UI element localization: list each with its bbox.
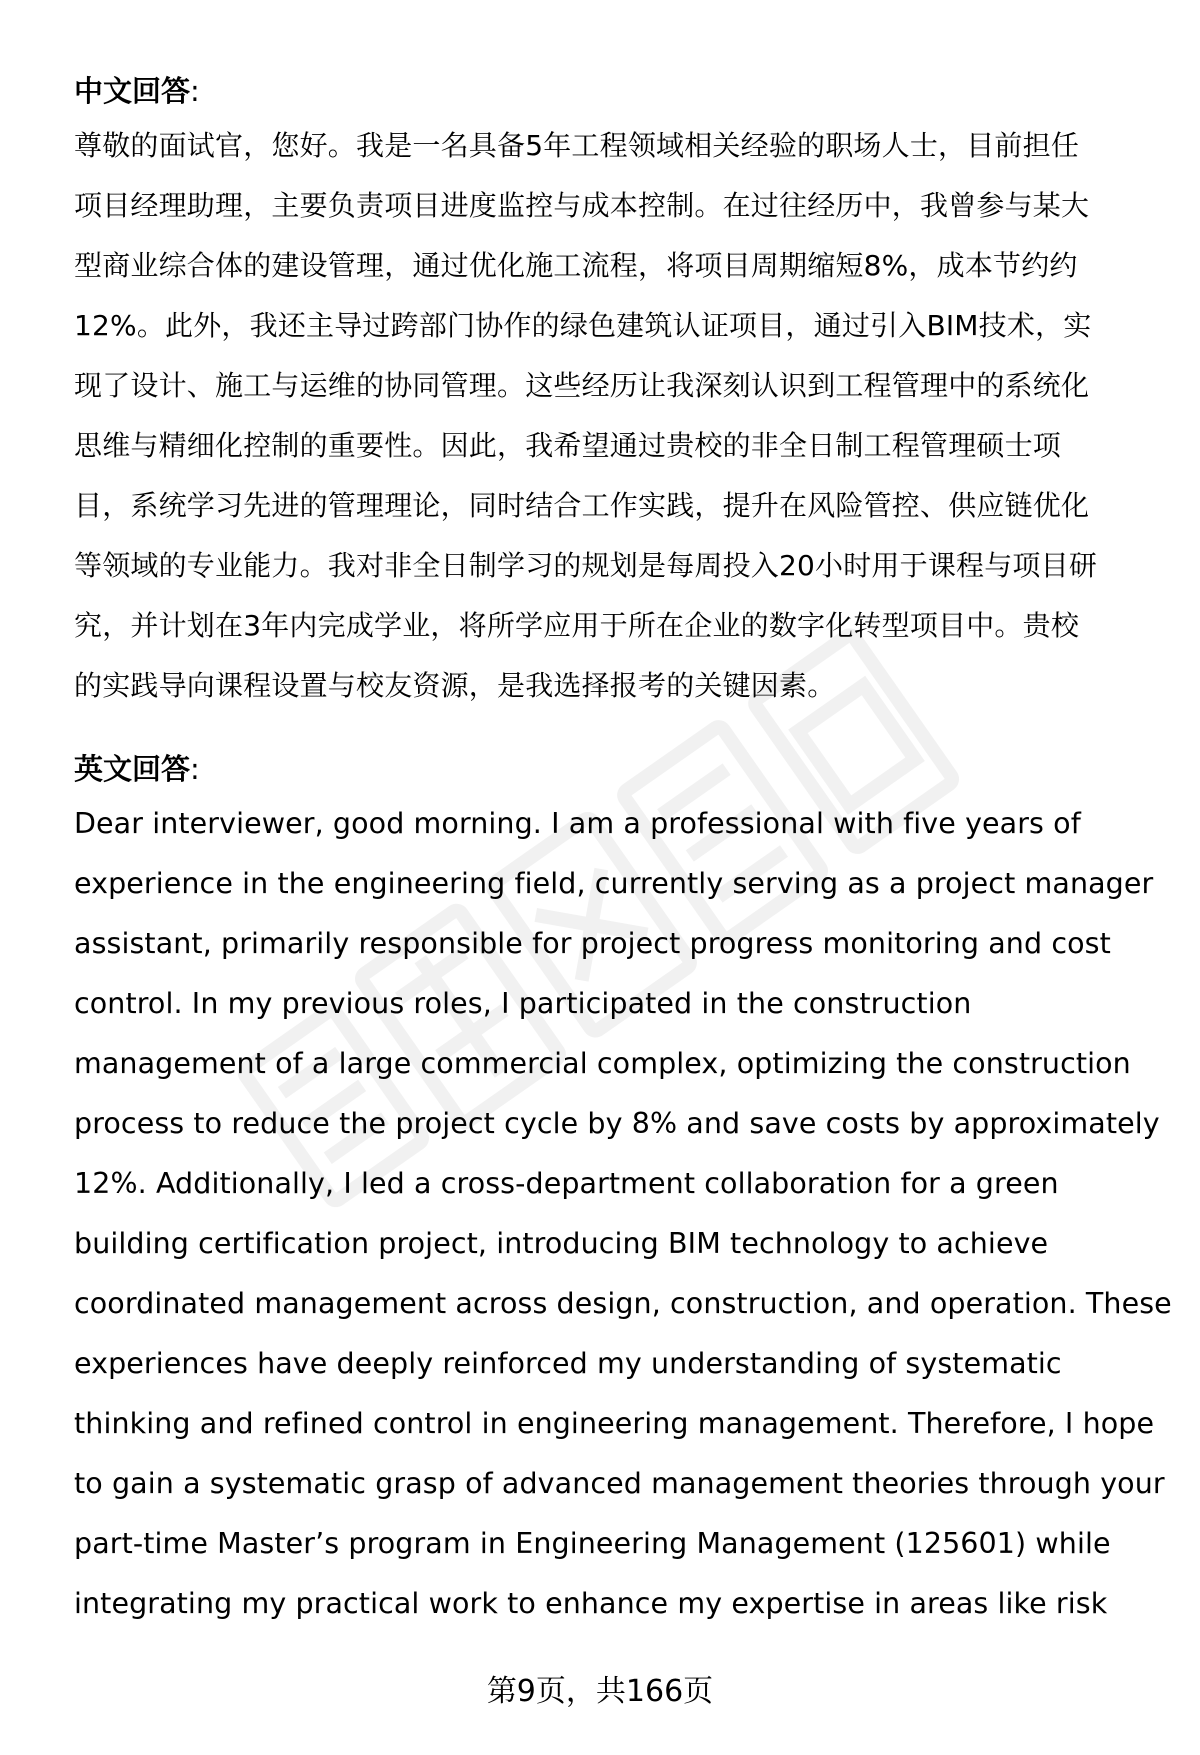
zh-answer-paragraph <box>74 116 1164 716</box>
zh-answer-line: 究，并计划在3年内完成学业，将所学应用于所在企业的数字化转型项目中。贵校 <box>74 609 1080 642</box>
zh-answer-heading <box>74 66 1164 116</box>
en-answer-line: control. In my previous roles, I participated in the construction <box>74 987 972 1020</box>
en-answer-heading-text: 英文回答 <box>74 752 191 786</box>
en-answer-line: 12%. Additionally, I led a cross-department collaboration for a green <box>74 1167 1059 1200</box>
zh-answer-line: 等领域的专业能力。我对非全日制学习的规划是每周投入20小时用于课程与项目研 <box>74 549 1098 582</box>
en-answer-line: to gain a systematic grasp of advanced management theories through your <box>74 1467 1165 1500</box>
en-answer-heading-colon: : <box>190 752 200 786</box>
zh-answer-line: 思维与精细化控制的重要性。因此，我希望通过贵校的非全日制工程管理硕士项 <box>74 429 1062 462</box>
en-answer-line: building certification project, introducing BIM technology to achieve <box>74 1227 1049 1260</box>
zh-answer-line: 12%。此外，我还主导过跨部门协作的绿色建筑认证项目，通过引入BIM技术，实 <box>74 309 1092 342</box>
document-content <box>74 66 1172 1634</box>
en-answer-line: integrating my practical work to enhance my expertise in areas like risk <box>74 1587 1108 1620</box>
en-answer-line: coordinated management across design, construction, and operation. These <box>74 1287 1172 1320</box>
zh-answer-line: 尊敬的面试官，您好。我是一名具备5年工程领域相关经验的职场人士，目前担任 <box>74 129 1080 162</box>
zh-answer-line: 型商业综合体的建设管理，通过优化施工流程，将项目周期缩短8%，成本节约约 <box>74 249 1078 282</box>
en-answer-paragraph <box>74 794 1172 1634</box>
section-spacer <box>74 716 1164 744</box>
en-answer-line: experiences have deeply reinforced my understanding of systematic <box>74 1347 1062 1380</box>
zh-answer-line: 现了设计、施工与运维的协同管理。这些经历让我深刻认识到工程管理中的系统化 <box>74 369 1090 402</box>
zh-answer-heading-text: 中文回答 <box>74 74 191 108</box>
zh-answer-line: 目，系统学习先进的管理理论，同时结合工作实践，提升在风险管控、供应链优化 <box>74 489 1090 522</box>
en-answer-line: Dear interviewer, good morning. I am a professional with five years of <box>74 807 1081 840</box>
en-answer-line: assistant, primarily responsible for project progress monitoring and cost <box>74 927 1111 960</box>
en-answer-line: thinking and refined control in engineering management. Therefore, I hope <box>74 1407 1155 1440</box>
page-number-footer: 第9页，共166页 <box>486 1674 714 1709</box>
zh-answer-line: 的实践导向课程设置与校友资源，是我选择报考的关键因素。 <box>74 669 836 702</box>
zh-answer-line: 项目经理助理，主要负责项目进度监控与成本控制。在过往经历中，我曾参与某大 <box>74 189 1090 222</box>
en-answer-line: part-time Master’s program in Engineering Management (125601) while <box>74 1527 1111 1560</box>
en-answer-line: management of a large commercial complex, optimizing the construction <box>74 1047 1131 1080</box>
en-answer-line: experience in the engineering field, currently serving as a project manager <box>74 867 1154 900</box>
zh-answer-heading-colon: : <box>190 74 200 108</box>
en-answer-heading <box>74 744 1164 794</box>
en-answer-line: process to reduce the project cycle by 8% and save costs by approximately <box>74 1107 1160 1140</box>
